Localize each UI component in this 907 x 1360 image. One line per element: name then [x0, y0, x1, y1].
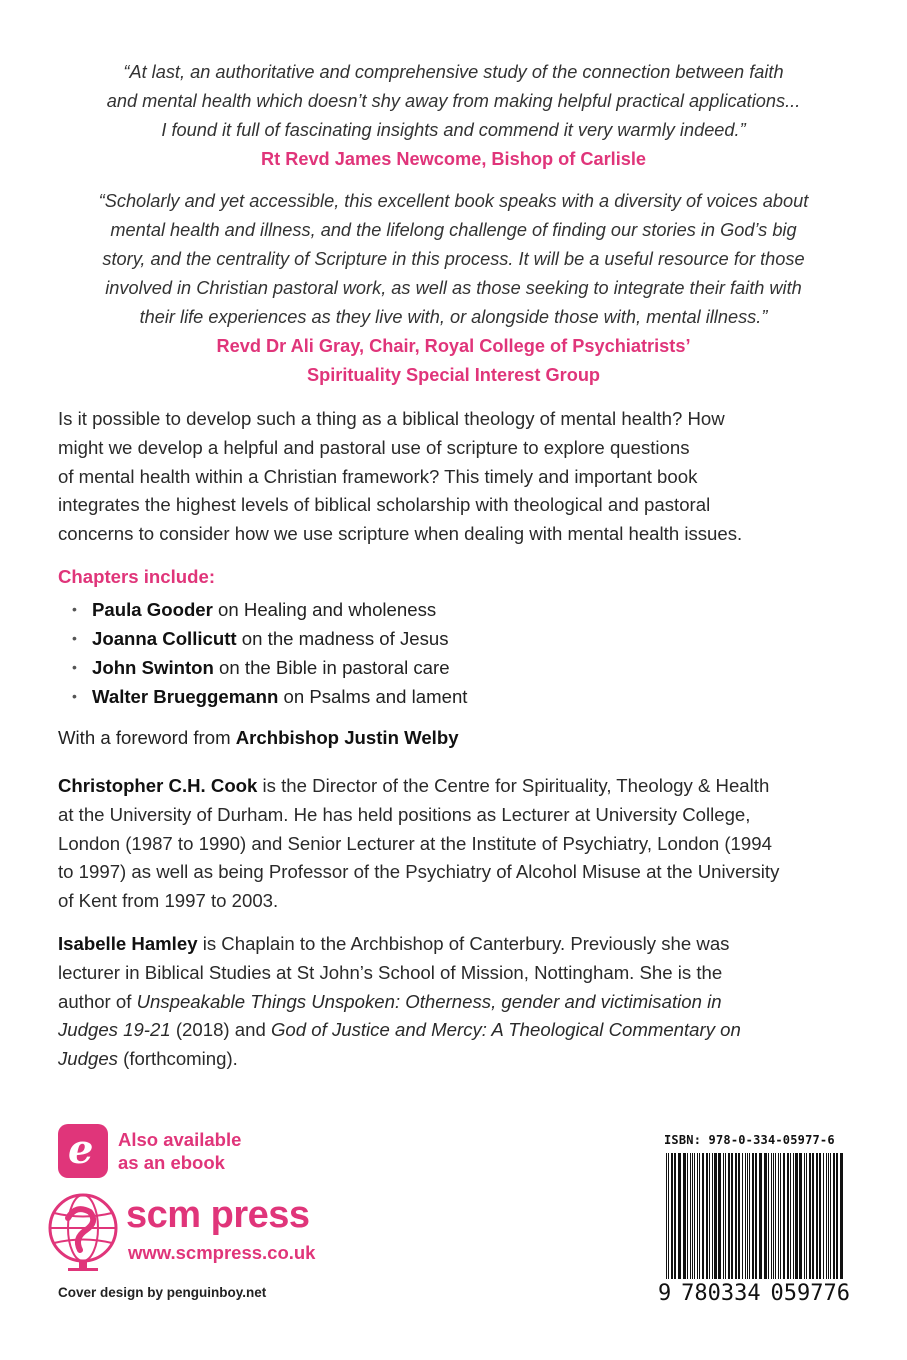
- chapter-topic: on the Bible in pastoral care: [213, 657, 450, 678]
- description-line: might we develop a helpful and pastoral use of scripture to explore questions: [58, 436, 690, 458]
- book-title: Judges 19-21: [58, 1019, 171, 1041]
- isbn-digit-group: 9: [658, 1281, 672, 1306]
- barcode-bar: [702, 1153, 704, 1279]
- chapter-topic: on the madness of Jesus: [236, 628, 449, 649]
- barcode-bar: [752, 1153, 754, 1279]
- foreword-line: [58, 727, 459, 749]
- ebook-badge: [58, 1124, 298, 1180]
- bio-line: [58, 930, 858, 959]
- foreword-name: Archbishop Justin Welby: [235, 727, 459, 748]
- barcode-bar: [666, 1153, 667, 1279]
- bio-text: is Chaplain to the Archbishop of Canterbury. Previously she was: [197, 933, 730, 954]
- barcode-bar: [671, 1153, 673, 1279]
- barcode-bar: [823, 1153, 824, 1279]
- bio-line: [58, 772, 858, 801]
- barcode-bar: [773, 1153, 774, 1279]
- quote-attribution: Rt Revd James Newcome, Bishop of Carlisle: [260, 149, 647, 169]
- barcode-bar: [804, 1153, 805, 1279]
- bio-line: [58, 1045, 858, 1074]
- description-line: Is it possible to develop such a thing as a biblical theology of mental health? How: [58, 408, 725, 429]
- barcode-bar: [833, 1153, 835, 1279]
- barcode-bar: [690, 1153, 691, 1279]
- chapter-author: Walter Brueggemann: [92, 686, 279, 707]
- barcode-bar: [836, 1153, 838, 1279]
- isbn-digit-group: 059776: [770, 1281, 850, 1306]
- quote-line: I found it full of fascinating insights and commend it very warmly indeed.”: [161, 120, 746, 140]
- barcode-bar: [790, 1153, 791, 1279]
- barcode-bar: [755, 1153, 757, 1279]
- barcode-bar: [747, 1153, 748, 1279]
- ebook-line: as an ebook: [118, 1152, 225, 1173]
- description-line: integrates the highest levels of biblical scholarship with theological and pastoral: [58, 494, 711, 516]
- barcode-bar: [793, 1153, 794, 1279]
- publisher-logo: [46, 1188, 366, 1278]
- ebook-text: [118, 1128, 241, 1174]
- barcode-bar: [699, 1153, 700, 1279]
- barcode-bar: [683, 1153, 686, 1279]
- bio-line: of Kent from 1997 to 2003.: [58, 890, 279, 912]
- ebook-logo-letter: e: [68, 1126, 94, 1173]
- barcode-bar: [692, 1153, 693, 1279]
- quote-attribution: Spirituality Special Interest Group: [306, 365, 601, 385]
- barcode-bar: [809, 1153, 811, 1279]
- barcode-bar: [718, 1153, 721, 1279]
- bio-line: lecturer in Biblical Studies at St John’s School of Mission, Nottingham. She is the: [58, 961, 723, 983]
- endorsement-quote-1: [40, 58, 867, 174]
- quote-attribution: Revd Dr Ali Gray, Chair, Royal College of Psychiatrists’: [216, 336, 691, 356]
- barcode-bar: [706, 1153, 708, 1279]
- bio-line: to 1997) as well as being Professor of the Psychiatry of Alcohol Misuse at the University: [58, 861, 780, 883]
- barcode-bar: [731, 1153, 733, 1279]
- barcode-bar: [840, 1153, 843, 1279]
- quote-line: involved in Christian pastoral work, as well as those seeking to integrate their faith with: [105, 278, 802, 298]
- barcode-bar: [799, 1153, 802, 1279]
- foreword-prefix: With a foreword from: [58, 727, 236, 748]
- barcode-bar: [787, 1153, 789, 1279]
- globe-icon: [46, 1188, 120, 1272]
- barcode-bar: [780, 1153, 781, 1279]
- book-title: Judges: [58, 1048, 118, 1070]
- barcode-bar: [745, 1153, 746, 1279]
- barcode-bar: [728, 1153, 730, 1279]
- bio-line: London (1987 to 1990) and Senior Lecturer at the Institute of Psychiatry, London (1994: [58, 832, 772, 854]
- isbn-digits: [658, 1281, 850, 1306]
- bio-name: Christopher C.H. Cook: [58, 775, 258, 796]
- book-description: [58, 405, 858, 549]
- bio-text: author of: [58, 990, 137, 1012]
- barcode-bar: [768, 1153, 769, 1279]
- barcode-bar: [816, 1153, 818, 1279]
- barcode-bar: [725, 1153, 726, 1279]
- chapter-item: [58, 653, 467, 682]
- quote-line: “At last, an authoritative and comprehensive study of the connection between faith: [123, 62, 784, 82]
- author-bio-cook: [58, 772, 858, 916]
- author-bio-hamley: [58, 930, 858, 1074]
- chapter-item: [58, 682, 467, 711]
- ebook-icon: [58, 1124, 108, 1178]
- chapter-topic: on Psalms and lament: [278, 686, 468, 707]
- barcode-bar: [687, 1153, 688, 1279]
- isbn-label: ISBN: 978-0-334-05977-6: [664, 1133, 835, 1147]
- bio-line: [58, 988, 858, 1017]
- barcode-bar: [759, 1153, 762, 1279]
- chapter-author: Joanna Collicutt: [92, 628, 237, 649]
- barcode-bar: [819, 1153, 821, 1279]
- barcode-bar: [806, 1153, 807, 1279]
- barcode-bar: [678, 1153, 681, 1279]
- barcode-bar: [783, 1153, 785, 1279]
- chapters-heading: Chapters include:: [58, 566, 216, 587]
- barcode-bar: [771, 1153, 772, 1279]
- barcode-bar: [668, 1153, 669, 1279]
- barcode-bar: [723, 1153, 724, 1279]
- cover-credit: Cover design by penguinboy.net: [58, 1285, 267, 1300]
- chapter-author: John Swinton: [92, 657, 214, 678]
- barcode-bar: [749, 1153, 750, 1279]
- isbn-digit-group: 780334: [681, 1281, 761, 1306]
- barcode: [658, 1133, 850, 1311]
- publisher-url[interactable]: www.scmpress.co.uk: [128, 1242, 316, 1263]
- barcode-bar: [764, 1153, 767, 1279]
- barcode-bars: [666, 1153, 847, 1279]
- description-line: concerns to consider how we use scripture when dealing with mental health issues.: [58, 523, 743, 545]
- barcode-bar: [828, 1153, 829, 1279]
- chapters-list: [58, 595, 467, 711]
- quote-line: and mental health which doesn’t shy away from making helpful practical applications...: [106, 91, 801, 111]
- barcode-bar: [697, 1153, 698, 1279]
- chapter-item: [58, 624, 467, 653]
- barcode-bar: [830, 1153, 831, 1279]
- chapter-topic: on Healing and wholeness: [212, 599, 437, 620]
- bio-line: at the University of Durham. He has held positions as Lecturer at University College,: [58, 803, 751, 825]
- description-line: of mental health within a Christian framework? This timely and important book: [58, 465, 698, 487]
- barcode-bar: [738, 1153, 740, 1279]
- barcode-bar: [795, 1153, 798, 1279]
- bio-name: Isabelle Hamley: [58, 933, 198, 954]
- quote-line: story, and the centrality of Scripture in this process. It will be a useful resource for those: [102, 249, 805, 269]
- book-title: God of Justice and Mercy: A Theological Commentary on: [270, 1019, 741, 1041]
- barcode-bar: [694, 1153, 695, 1279]
- quote-line: mental health and illness, and the lifelong challenge of finding our stories in God’s big: [110, 220, 797, 240]
- chapter-author: Paula Gooder: [92, 599, 213, 620]
- barcode-bar: [674, 1153, 676, 1279]
- barcode-bar: [709, 1153, 710, 1279]
- barcode-bar: [712, 1153, 713, 1279]
- bio-line: [58, 1016, 858, 1045]
- quote-line: their life experiences as they live with, or alongside those with, mental illness.”: [139, 307, 768, 327]
- endorsement-quote-2: [40, 187, 867, 390]
- ebook-line: Also available: [118, 1129, 242, 1150]
- barcode-bar: [742, 1153, 743, 1279]
- bio-text: (2018) and: [170, 1019, 271, 1041]
- barcode-bar: [826, 1153, 827, 1279]
- quote-line: “Scholarly and yet accessible, this excellent book speaks with a diversity of voices about: [98, 191, 809, 211]
- barcode-bar: [714, 1153, 717, 1279]
- barcode-bar: [812, 1153, 814, 1279]
- barcode-bar: [735, 1153, 737, 1279]
- book-title: Unspeakable Things Unspoken: Otherness, gender and victimisation in: [136, 990, 722, 1012]
- barcode-bar: [775, 1153, 776, 1279]
- barcode-bar: [778, 1153, 779, 1279]
- publisher-name: scm press: [126, 1194, 310, 1236]
- bio-text: is the Director of the Centre for Spirituality, Theology & Health: [257, 775, 770, 796]
- chapter-item: [58, 595, 467, 624]
- bio-text: (forthcoming).: [117, 1048, 238, 1070]
